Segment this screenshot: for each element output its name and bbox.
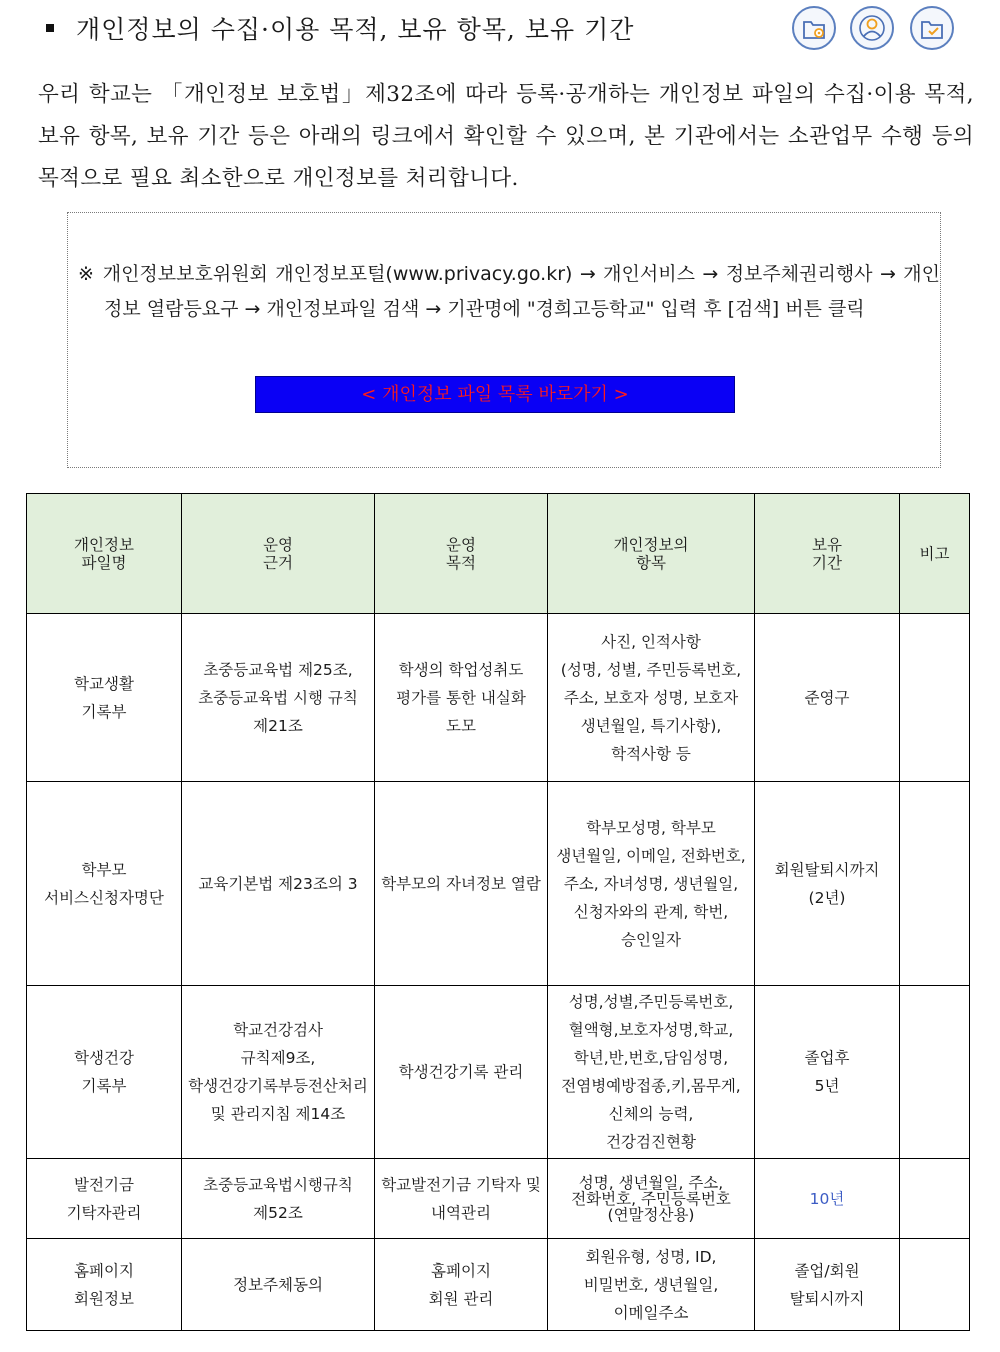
- file-name-cell: 학부모 서비스신청자명단: [27, 782, 182, 986]
- legal-basis-cell: 초중등교육법시행규칙 제52조: [182, 1159, 375, 1239]
- header-file-name: 개인정보 파일명: [27, 494, 182, 614]
- table-row: [27, 1159, 970, 1239]
- note-cell: [900, 1239, 970, 1331]
- table-row: [27, 782, 970, 986]
- header-note: 비고: [900, 494, 970, 614]
- retention-cell: 10년: [755, 1159, 900, 1239]
- items-cell: 사진, 인적사항 (성명, 성별, 주민등록번호, 주소, 보호자 성명, 보호자 생년월일, 특기사항), 학적사항 등: [548, 614, 755, 782]
- header-icon-group: [790, 6, 970, 52]
- items-cell: 성명, 생년월일, 주소, 전화번호, 주민등록번호 (연말정산용): [548, 1159, 755, 1239]
- retention-cell: 준영구: [755, 614, 900, 782]
- header-retention: 보유 기간: [755, 494, 900, 614]
- note-cell: [900, 782, 970, 986]
- user-profile-icon[interactable]: [850, 6, 894, 50]
- personal-info-file-table: [26, 493, 970, 1331]
- square-bullet-icon: [46, 24, 54, 32]
- header-purpose: 운영 목적: [375, 494, 548, 614]
- note-cell: [900, 614, 970, 782]
- table-header-row: [27, 494, 970, 614]
- file-name-cell: 발전기금 기탁자관리: [27, 1159, 182, 1239]
- file-name-cell: 학교생활 기록부: [27, 614, 182, 782]
- file-name-cell: 홈페이지 회원정보: [27, 1239, 182, 1331]
- note-cell: [900, 986, 970, 1159]
- portal-navigation-guide: ※ 개인정보보호위원회 개인정보포털(www.privacy.go.kr) → 개인서비스 → 정보주체권리행사 → 개인정보 열람등요구 → 개인정보파일 검색 → 기관명에 "경희고등학교" 입력 후 [검색] 버튼 클릭: [78, 263, 940, 320]
- legal-basis-cell: 학교건강검사 규칙제9조, 학생건강기록부등전산처리 및 관리지침 제14조: [182, 986, 375, 1159]
- folder-check-icon[interactable]: [910, 6, 954, 50]
- items-cell: 학부모성명, 학부모 생년월일, 이메일, 전화번호, 주소, 자녀성명, 생년월일, 신청자와의 관계, 학번, 승인일자: [548, 782, 755, 986]
- purpose-cell: 학생의 학업성취도 평가를 통한 내실화 도모: [375, 614, 548, 782]
- note-cell: [900, 1159, 970, 1239]
- retention-cell: 졸업후 5년: [755, 986, 900, 1159]
- retention-cell: 회원탈퇴시까지 (2년): [755, 782, 900, 986]
- retention-cell: 졸업/회원 탈퇴시까지: [755, 1239, 900, 1331]
- table-row: [27, 614, 970, 782]
- items-cell: 성명,성별,주민등록번호,혈액형,보호자성명,학교,학년,반,번호,담임성명,전염병예방접종,키,몸무게, 신체의 능력, 건강검진현황: [548, 986, 755, 1159]
- legal-basis-cell: 교육기본법 제23조의 3: [182, 782, 375, 986]
- folder-settings-icon[interactable]: [792, 6, 836, 50]
- purpose-cell: 학생건강기록 관리: [375, 986, 548, 1159]
- file-name-cell: 학생건강 기록부: [27, 986, 182, 1159]
- legal-basis-cell: 초중등교육법 제25조, 초중등교육법 시행 규칙 제21조: [182, 614, 375, 782]
- header-legal-basis: 운영 근거: [182, 494, 375, 614]
- header-items: 개인정보의 항목: [548, 494, 755, 614]
- purpose-cell: 학부모의 자녀정보 열람: [375, 782, 548, 986]
- privacy-portal-guide-box: [67, 212, 941, 468]
- page-title: 개인정보의 수집·이용 목적, 보유 항목, 보유 기간: [76, 15, 635, 44]
- table-row: [27, 986, 970, 1159]
- table-row: [27, 1239, 970, 1331]
- intro-paragraph: 우리 학교는 「개인정보 보호법」제32조에 따라 등록·공개하는 개인정보 파일의 수집·이용 목적, 보유 항목, 보유 기간 등은 아래의 링크에서 확인할 수 있으며, 본 기관에서는 소관업무 수행 등의 목적으로 필요 최소한으로 개인정보를 처리합니다.: [38, 82, 974, 191]
- purpose-cell: 학교발전기금 기탁자 및 내역관리: [375, 1159, 548, 1239]
- privacy-file-list-link-button[interactable]: < 개인정보 파일 목록 바로가기 >: [255, 376, 735, 413]
- purpose-cell: 홈페이지 회원 관리: [375, 1239, 548, 1331]
- legal-basis-cell: 정보주체동의: [182, 1239, 375, 1331]
- items-cell: 회원유형, 성명, ID, 비밀번호, 생년월일, 이메일주소: [548, 1239, 755, 1331]
